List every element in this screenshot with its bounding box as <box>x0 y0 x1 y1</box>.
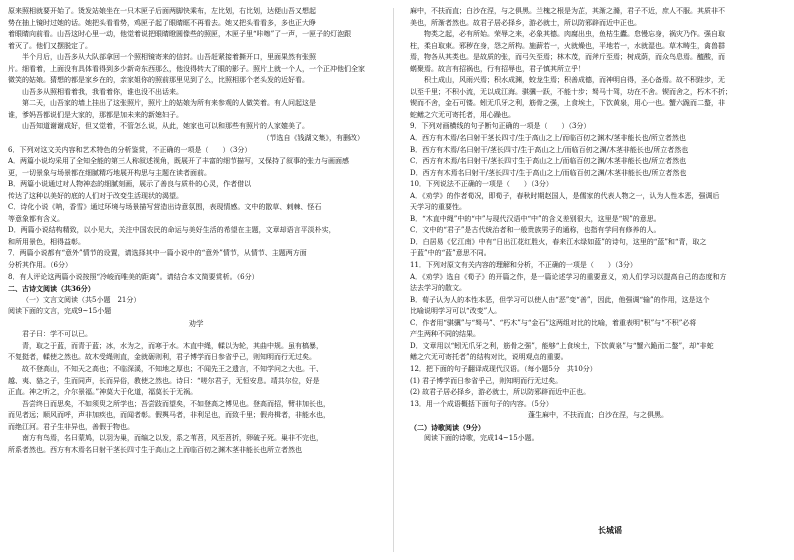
text-line: 正直。神之听之，介尔景福。”神莫大于化道，福莫长于无祸。 <box>8 388 198 397</box>
text-line: B．两篇小说通过对人物神态的细腻刻画，展示了善良与质朴的心灵，作者借以 <box>8 180 252 189</box>
text-line: D．白居易《忆江南》中有“日出江花红胜火，春来江水绿如蓝”的诗句，这里的“蓝”和“青，取之 <box>410 237 707 246</box>
text-line: 蓬生麻中，不扶而直；白沙在涅，与之俱黑。 <box>528 411 668 420</box>
text-line: 越、夷、貉之子，生而同声，长而异俗，教使之然也。诗曰：“嗟尔君子，无恒安息。靖共尔位，好是 <box>8 376 320 385</box>
text-line: 半个月后，山吾多从大队部拿回一个照相镜寄来的信封。山吾赶紧接着撕开口，里面果然有张照 <box>22 53 316 62</box>
text-line: B．“木直中绳”中的“中”与现代汉语中“中”的含义差别很大，这里是“规”的意思。 <box>410 214 661 223</box>
text-line: 蛇鳝之穴无可寄托者，用心躁也。 <box>410 110 515 119</box>
text-line: (1) 君子博学而日参省乎己，则知明而行无过矣。 <box>410 376 563 385</box>
left-column <box>8 6 384 554</box>
text-line: C．西方有木焉/名曰射干/茎长四寸生于高山之上/而临百仞之渊/木茎非能长也/所立者然也 <box>410 157 687 166</box>
text-line: 谁，爹妈吾都说们是大家的，那都是加未来的新媳妇子。 <box>8 110 183 119</box>
text-line: 6．下列对这文关内容和艺术特色的分析鉴赏，不正确的一项是（ ）（3分） <box>8 145 252 154</box>
text-line: 10．下列说法不正确的一项是（ ）（3分） <box>410 180 553 189</box>
text-line: 麻中，不扶而直；白沙在涅，与之俱黑。兰槐之根是为芷，其渐之滫，君子不近，庶人不服。其质非不 <box>410 7 725 15</box>
text-line: 二、古诗文阅读（共36分） <box>8 284 95 294</box>
text-line: 劝学 <box>188 318 204 328</box>
text-line: 法去学习的散文。 <box>410 284 466 293</box>
right-column <box>410 6 786 554</box>
text-line: 产生两种不同的结果。 <box>410 330 480 339</box>
text-line: 9．下列对画横线的句子断句正确的一项是（ ）（3分） <box>410 122 591 131</box>
text-line: 8．有人评论这两篇小说按照“冷峻而唯美的距离”。请结合本文简要赏析。（6分） <box>8 272 259 281</box>
text-line: 比喻说明学习可以“改变”人。 <box>410 307 502 316</box>
text-line: 势在抽上镜时过她的话。她把头看看势，鸡匣子起了眼睛眶不再看去。她又把头看看多，多也正大睁 <box>8 18 316 27</box>
text-line: 着灭了。他们又摆脱定了。 <box>8 41 92 50</box>
text-line: 更，一切景象与场景都在细腻精巧地展开构思与主题在读者面前。 <box>8 168 211 177</box>
text-line: 积土成山，风雨兴焉；积水成渊，蛟龙生焉；积善成德，而神明自得，圣心备焉。故不积跬步，无 <box>424 76 725 85</box>
text-line: D．西方有木焉名曰射干/茎长四寸/生于高山之上/而临百仞之渊/木茎非能长也/所立者然也 <box>410 168 687 177</box>
text-line: 所系者然也。西方有木焉名曰射干茎长四寸生于高山之上而临百仞之渊木茎非能长也所立者然也 <box>8 445 302 454</box>
text-line: 第二天，山吾家的墙上挂出了这张照片，照片上的姑娘为所有来参观的人做笑着。有人问起这是 <box>22 99 316 108</box>
text-line: 君子曰：学不可以已。 <box>22 330 92 339</box>
text-line: 故不登高山，不知天之高也；不临深溪，不知地之厚也；不闻先王之遗言，不知学问之大也。干、 <box>22 364 323 373</box>
text-line: 12．把下面的句子翻译成现代汉语。（每小题5分 共10分） <box>410 364 597 373</box>
text-line: 焉，物各从其类也。是故质的张，而弓矢至焉；林木茂，而斧斤至焉；树成荫，而众鸟息焉。醯酸，而 <box>410 53 725 62</box>
text-line: 物类之起，必有所始。荣辱之来，必象其德。肉腐出虫，鱼枯生蠹。怠慢忘身，祸灾乃作。强自取 <box>424 30 725 39</box>
text-line: 而绝江河。君子生非异也，善假于物也。 <box>8 422 134 431</box>
text-line: 而见者远；顺风而呼，声非加疾也，而闻者彰。假舆马者，非利足也，而致千里；假舟楫者，非能水也， <box>8 411 330 420</box>
text-line: 13．用一个成语概括下面句子的内容。（5分） <box>410 399 553 408</box>
text-line: 微笑的姑娘。猜想的都是家乡在的，亲家姐你的照前那里见到了么，比照相那个老头发的近好看。 <box>8 76 309 85</box>
text-line: D．两篇小说结构精致，以小见大，关注中国农民的命运与美好生活的希望在主题，文章却语言平淡朴实， <box>8 226 336 235</box>
text-line: A．《劝学》选自《荀子》的开篇之作，是一篇论述学习的重要意义，劝人们学习以提高自己的态度和方 <box>410 272 727 281</box>
poem-title: 长城谣 <box>598 526 622 535</box>
text-line: 于蓝”中的“蓝”意思不同。 <box>410 249 491 258</box>
text-line: 锲而不舍，金石可镂。蚓无爪牙之利，筋骨之强，上食埃土，下饮黄泉，用心一也。蟹六跪而二螯，非 <box>410 99 725 108</box>
text-line: 等意象都有含义。 <box>8 214 64 223</box>
text-line: 片。细看着，上面没有具体看得到多少新奇东西那么，他没得转大了眼的影子。照片上就一个人，一个正冲他们全家 <box>8 64 365 73</box>
text-line: A．《劝学》的作者荀况，即荀子，春秋时期赵国人，是儒家的代表人物之一，认为人性本恶，强调后 <box>410 191 720 200</box>
text-line: 阅读下面的文言，完成9~15小题 <box>8 307 112 316</box>
text-line: 青，取之于蓝，而青于蓝；冰，水为之，而寒于水。木直中绳，輮以为轮，其曲中规。虽有槁暴， <box>22 341 323 350</box>
text-line: 和所用景色，相得益彰。 <box>8 237 85 246</box>
text-line: 美也，所渐者然也。故君子居必择乡，游必就士，所以防邪辟而近中正也。 <box>410 18 641 27</box>
text-line: 柱，柔自取束。邪秽在身，怨之所构。施薪若一，火就燥也，平地若一，水就湿也。草木畴生，禽兽群 <box>410 41 725 50</box>
text-line: 传达了这种以美好的底的人们对于改变生活现状的渴望。 <box>8 191 183 200</box>
text-line: B．西方有木焉/名曰射干/茎长四寸/生于高山之上/而临百仞之渊/木茎非能长也/所立者然也 <box>410 145 689 154</box>
text-line: (2) 故君子居必择乡，游必就士，所以防邪辟而近中正也。 <box>410 388 591 397</box>
text-line: C．诗化小说《呐，香雪》通过环境与场景描写营造出诗意氛围，表现情感。文中的散草、刺棘、怪石 <box>8 203 322 212</box>
text-line: C．文中的“君子”是古代统治者和一般贵族男子的通称，也指有学问有修养的人。 <box>410 226 661 235</box>
text-line: 分析其作用。（6分） <box>8 261 72 270</box>
text-line: 以至千里；不积小流，无以成江海。骐骥一跃，不能十步；驽马十驾，功在不舍。锲而舍之，朽木不折； <box>410 87 732 96</box>
text-line: 11．下列对原文有关内容的理解和分析，不正确的一项是（ ）（3分） <box>410 261 637 270</box>
text-line: A．西方有木焉/名曰射干茎长四寸/生于高山之上/而临百仞之渊木/茎非能长也/所立者然也 <box>410 134 686 143</box>
text-line: （一）文言文阅读（共5小题 21分） <box>22 295 141 304</box>
text-line: 鳝之穴无可寄托者”的结构对比，说明观点的重要。 <box>410 353 568 362</box>
text-line: 蜹聚焉。故言有招祸也，行有招辱也，君子慎其所立乎！ <box>410 64 585 73</box>
text-line: D．文章用以“蚓无爪牙之利，筋骨之强”，能够“上食埃土，下饮黄泉”与“蟹六跪而二螯”，却“非蛇 <box>410 341 714 350</box>
text-line: C．作者用“骐骥”与“驽马”、“朽木”与“金石”这两组对比的比喻，着重表明“积”与“不积”必将 <box>410 318 697 327</box>
text-line: A．两篇小说均采用了全知全能的第三人称叙述视角，既展开了丰富的细节描写，又保持了叙事的张力与画面感 <box>8 157 350 166</box>
text-line: 7．两篇小说都有“意外”情节的设置，请选择其中一篇小说中的“意外”情节，从情节、主题两方面 <box>8 249 307 258</box>
text-line: 着眼睛向前看。山吾这时心里一动，他觉着说把眼睛瞪圆像些的照匣，木匣子里“咔嚓”了一声，一匣子的灯泡跟 <box>8 30 352 39</box>
text-line: 山吾多从照相看着我，我看着你，谁也没不出话来。 <box>22 87 183 96</box>
text-line: 不复挺者，輮使之然也。故木受绳则直，金就砺则利，君子博学而日参省乎己，则知明而行无过矣。 <box>8 353 316 362</box>
text-line: 原来照相就要开始了。烫发站娘坐在一只木匣子后面两脚快乘布，左比划，右比划，达便山吾又想起 <box>8 7 316 15</box>
text-line: （节选自《钱湖文集》，有删改） <box>262 134 364 143</box>
text-line: B．荀子认为人的本性本恶，但学习可以使人由“恶”变“善”，因此，他强调“输”的作用，这是这个 <box>410 295 710 304</box>
text-line: 阅读下面的诗歌，完成14~15小题。 <box>424 434 539 443</box>
text-line: 天学习的重要性。 <box>410 203 466 212</box>
text-line: （二）诗歌阅读（9分） <box>410 422 485 432</box>
text-line: 吾尝终日而思矣，不如须臾之所学也；吾尝跂而望矣，不如登高之博见也。登高而招，臂非加长也， <box>22 399 330 408</box>
column-divider <box>393 8 394 552</box>
text-line: 山吾知道谢谢成好，但又觉着，不管怎么说，从此，她家也可以和那些有照片的人家媲美了。 <box>22 122 309 131</box>
text-line: 南方有鸟焉，名曰蒙鸠，以羽为巢，而编之以发，系之苇苕，风至苕折，卵破子死。巢非不完也， <box>22 434 323 443</box>
